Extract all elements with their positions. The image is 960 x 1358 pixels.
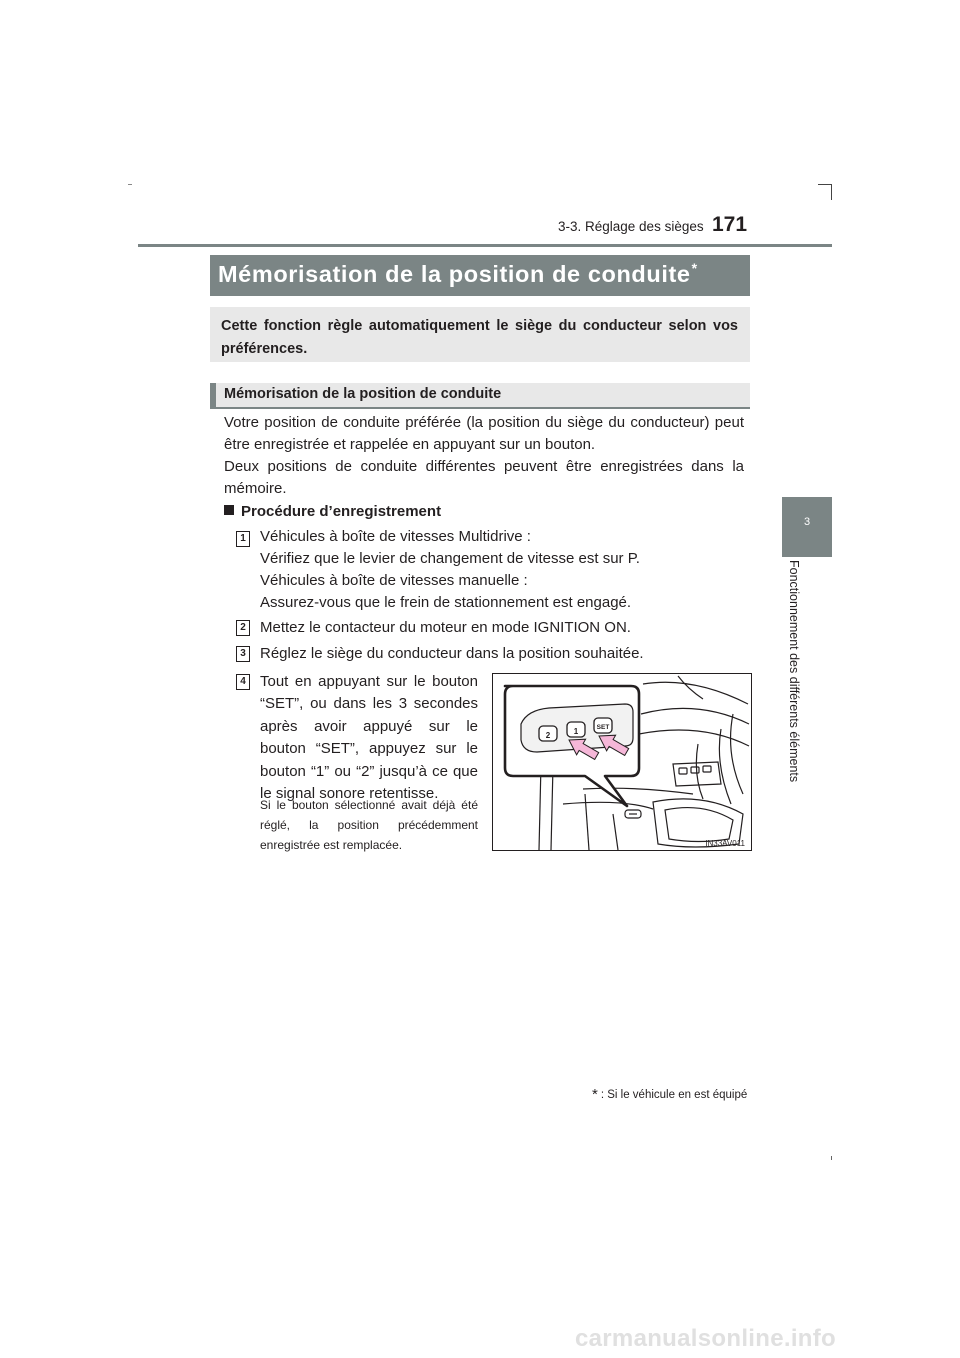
- step-number-3: 3: [236, 646, 250, 662]
- section-title: [218, 260, 698, 288]
- illustration-code: IN33AV011: [705, 839, 745, 848]
- intro-box: [210, 307, 750, 362]
- footnote-text: : Si le véhicule en est équipé: [600, 1089, 748, 1101]
- step-1-line: Véhicules à boîte de vitesses Multidrive :: [260, 528, 531, 545]
- footnote: [592, 1086, 747, 1103]
- button-label-1: 1: [573, 727, 579, 736]
- crop-mark: [831, 1156, 832, 1160]
- chapter-title-text: Fonctionnement des différents éléments: [787, 560, 801, 783]
- asterisk-marker: *: [691, 260, 698, 276]
- step-4-note: Si le bouton sélectionné avait déjà été réglé, la position précédemment enregistrée est remplacée.: [260, 798, 478, 852]
- step-number-4: 4: [236, 674, 250, 690]
- procedure-title: [224, 503, 441, 520]
- watermark: carmanualsonline.info: [575, 1325, 837, 1352]
- header-rule: [138, 244, 832, 247]
- page-number: 171: [712, 213, 748, 236]
- intro-text: Cette fonction règle automatiquement le siège du conducteur selon vos préférences.: [221, 318, 738, 357]
- crop-mark: [818, 184, 832, 185]
- crop-mark: [831, 184, 832, 200]
- asterisk-marker: *: [592, 1086, 598, 1103]
- square-bullet-icon: [224, 505, 234, 515]
- section-header: 3-3. Réglage des sièges: [558, 219, 704, 234]
- subsection-title: Mémorisation de la position de conduite: [224, 386, 502, 402]
- body-paragraph: Votre position de conduite préférée (la position du siège du conducteur) peut être enregistrée et rappelée en appuyant sur un bouton.: [224, 414, 744, 453]
- step-1-line: Véhicules à boîte de vitesses manuelle :: [260, 572, 528, 589]
- button-label-set: SET: [596, 724, 610, 731]
- step-4-text: Tout en appuyant sur le bouton “SET”, ou dans les 3 secondes après avoir appuyé sur le bouton “SET”, appuyez sur le bouton “1” ou “2” jusqu’à ce que le signal sonore retentisse.: [260, 673, 478, 803]
- section-title-text: Mémorisation de la position de conduite: [218, 261, 691, 287]
- chapter-side-title: [785, 560, 805, 800]
- crop-mark: [128, 184, 132, 185]
- procedure-title-text: Procédure d’enregistrement: [241, 503, 442, 520]
- step-1-text: [260, 526, 640, 614]
- subsection-bar: [210, 383, 750, 409]
- step-number-1: 1: [236, 531, 250, 547]
- body-paragraph: Deux positions de conduite différentes peuvent être enregistrées dans la mémoire.: [224, 458, 744, 497]
- step-number-2: 2: [236, 620, 250, 636]
- memory-button-illustration: [492, 673, 752, 851]
- button-label-2: 2: [545, 731, 551, 740]
- body-text: [224, 412, 744, 500]
- subsection-accent: [210, 383, 216, 407]
- step-1-line: Vérifiez que le levier de changement de vitesse est sur P.: [260, 550, 640, 567]
- door-panel-drawing: [493, 674, 751, 850]
- section-title-bar: [210, 255, 750, 296]
- step-2-text: Mettez le contacteur du moteur en mode IGNITION ON.: [260, 619, 631, 636]
- chapter-tab: 3: [782, 497, 832, 557]
- step-1-line: Assurez-vous que le frein de stationnement est engagé.: [260, 594, 632, 611]
- step-3-text: Réglez le siège du conducteur dans la position souhaitée.: [260, 645, 644, 662]
